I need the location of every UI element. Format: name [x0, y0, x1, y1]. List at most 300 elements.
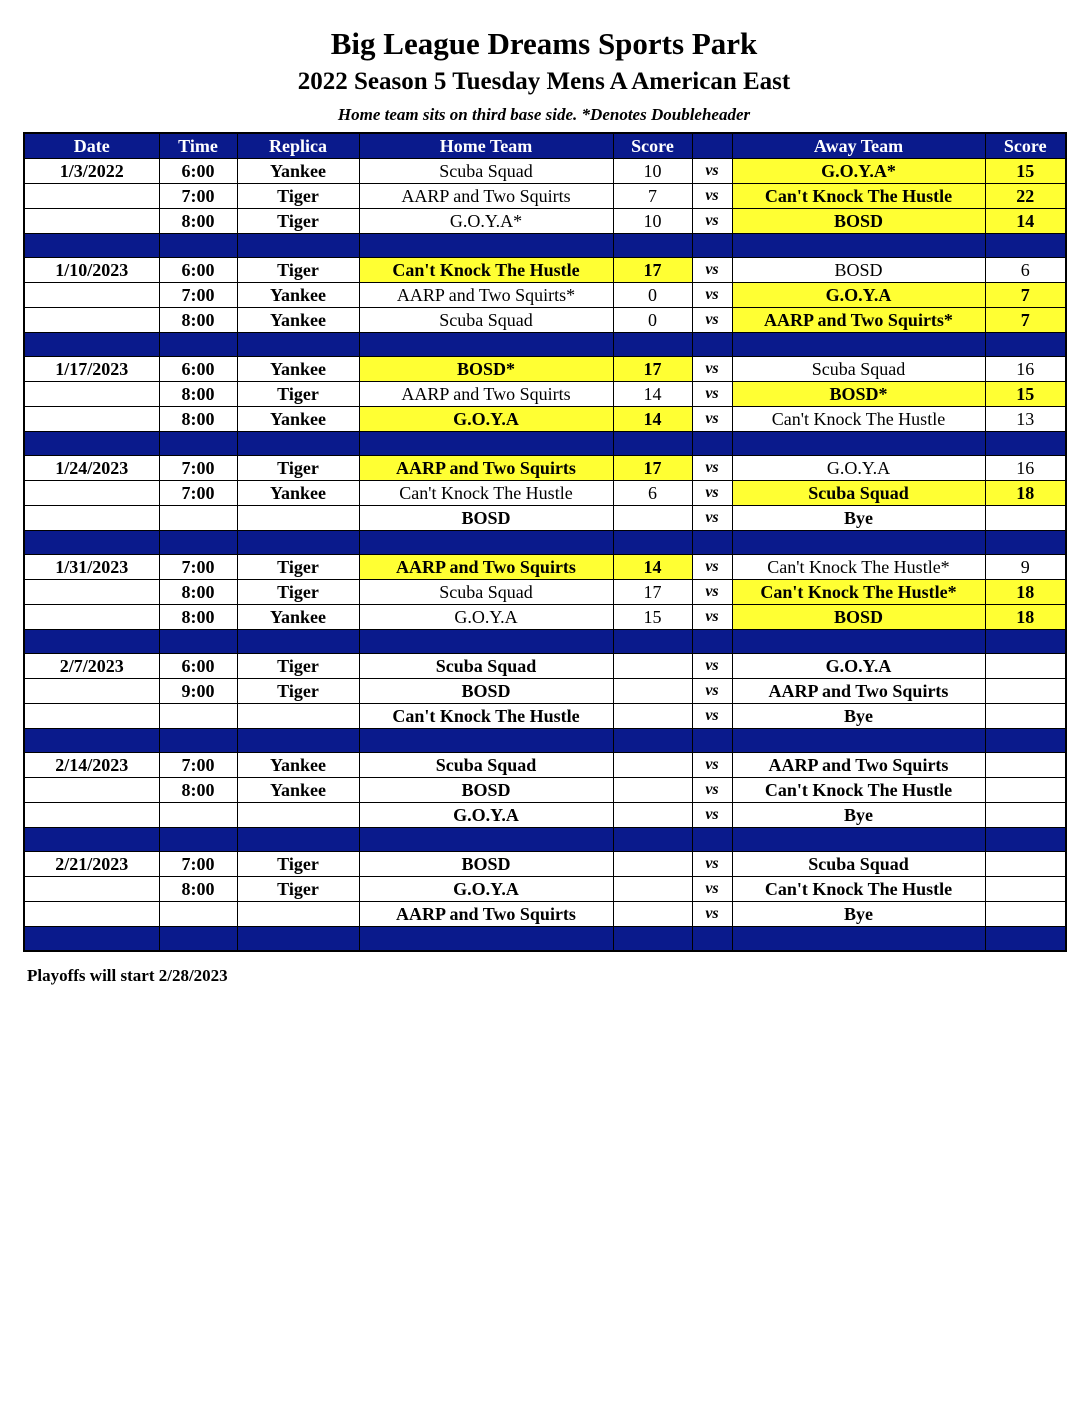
date-cell: 2/21/2023	[24, 852, 159, 877]
separator-cell	[692, 630, 732, 654]
replica-cell: Yankee	[237, 159, 359, 184]
date-cell: 2/7/2023	[24, 654, 159, 679]
home-score-cell: 17	[613, 357, 692, 382]
separator-cell	[613, 531, 692, 555]
home-score-cell: 14	[613, 407, 692, 432]
replica-cell: Yankee	[237, 407, 359, 432]
vs-cell: vs	[692, 852, 732, 877]
vs-cell: vs	[692, 778, 732, 803]
home-score-cell: 7	[613, 184, 692, 209]
game-row	[24, 407, 1066, 432]
time-cell: 8:00	[159, 877, 237, 902]
home-score-cell	[613, 654, 692, 679]
home-team-cell: G.O.Y.A*	[359, 209, 613, 234]
game-row	[24, 481, 1066, 506]
separator-cell	[24, 828, 159, 852]
week-separator	[24, 729, 1066, 753]
separator-cell	[159, 531, 237, 555]
separator-cell	[732, 927, 985, 952]
away-score-cell	[985, 877, 1066, 902]
game-row	[24, 555, 1066, 580]
away-team-cell: Bye	[732, 506, 985, 531]
separator-cell	[613, 828, 692, 852]
home-score-cell	[613, 679, 692, 704]
away-score-cell	[985, 778, 1066, 803]
home-score-cell: 10	[613, 159, 692, 184]
away-score-cell: 15	[985, 159, 1066, 184]
time-cell	[159, 902, 237, 927]
separator-cell	[237, 531, 359, 555]
vs-cell: vs	[692, 481, 732, 506]
game-row	[24, 902, 1066, 927]
date-cell	[24, 704, 159, 729]
page-title: Big League Dreams Sports Park	[330, 26, 758, 61]
game-row	[24, 506, 1066, 531]
date-cell	[24, 778, 159, 803]
away-team-cell: Scuba Squad	[732, 357, 985, 382]
separator-cell	[359, 234, 613, 258]
separator-cell	[24, 333, 159, 357]
away-team-cell: Scuba Squad	[732, 852, 985, 877]
away-score-cell: 16	[985, 456, 1066, 481]
replica-cell: Yankee	[237, 308, 359, 333]
vs-cell: vs	[692, 704, 732, 729]
separator-cell	[359, 432, 613, 456]
date-cell	[24, 407, 159, 432]
schedule-table	[23, 132, 1067, 952]
away-team-cell: G.O.Y.A*	[732, 159, 985, 184]
col-header-away-score: Score	[985, 133, 1066, 159]
home-score-cell: 17	[613, 456, 692, 481]
away-team-cell: G.O.Y.A	[732, 654, 985, 679]
home-team-cell: AARP and Two Squirts	[359, 456, 613, 481]
vs-cell: vs	[692, 456, 732, 481]
home-score-cell: 14	[613, 555, 692, 580]
time-cell	[159, 803, 237, 828]
separator-cell	[159, 333, 237, 357]
game-row	[24, 679, 1066, 704]
game-row	[24, 456, 1066, 481]
game-row	[24, 357, 1066, 382]
away-score-cell	[985, 753, 1066, 778]
replica-cell	[237, 704, 359, 729]
away-team-cell: BOSD	[732, 209, 985, 234]
away-score-cell: 9	[985, 555, 1066, 580]
home-team-cell: AARP and Two Squirts	[359, 555, 613, 580]
separator-cell	[237, 432, 359, 456]
vs-cell: vs	[692, 605, 732, 630]
replica-cell: Yankee	[237, 605, 359, 630]
home-score-cell	[613, 877, 692, 902]
separator-cell	[732, 630, 985, 654]
col-header-time: Time	[159, 133, 237, 159]
separator-cell	[692, 729, 732, 753]
vs-cell: vs	[692, 258, 732, 283]
home-score-cell: 17	[613, 258, 692, 283]
game-row	[24, 580, 1066, 605]
away-team-cell: Bye	[732, 704, 985, 729]
time-cell	[159, 704, 237, 729]
home-score-cell	[613, 778, 692, 803]
separator-cell	[237, 333, 359, 357]
separator-cell	[613, 927, 692, 952]
date-cell	[24, 184, 159, 209]
time-cell: 8:00	[159, 605, 237, 630]
replica-cell	[237, 803, 359, 828]
away-team-cell: Can't Knock The Hustle*	[732, 580, 985, 605]
time-cell: 8:00	[159, 382, 237, 407]
time-cell: 6:00	[159, 357, 237, 382]
vs-cell: vs	[692, 357, 732, 382]
game-row	[24, 778, 1066, 803]
home-team-cell: Can't Knock The Hustle	[359, 258, 613, 283]
separator-cell	[732, 333, 985, 357]
away-team-cell: BOSD	[732, 258, 985, 283]
home-team-cell: Can't Knock The Hustle	[359, 704, 613, 729]
separator-cell	[613, 432, 692, 456]
week-separator	[24, 927, 1066, 952]
game-row	[24, 184, 1066, 209]
time-cell: 8:00	[159, 308, 237, 333]
game-row	[24, 308, 1066, 333]
home-team-cell: BOSD*	[359, 357, 613, 382]
game-row	[24, 654, 1066, 679]
away-score-cell	[985, 902, 1066, 927]
replica-cell: Yankee	[237, 753, 359, 778]
date-cell: 1/17/2023	[24, 357, 159, 382]
away-score-cell: 18	[985, 580, 1066, 605]
col-header-date: Date	[24, 133, 159, 159]
home-score-cell: 17	[613, 580, 692, 605]
time-cell: 7:00	[159, 481, 237, 506]
time-cell: 7:00	[159, 283, 237, 308]
time-cell: 7:00	[159, 753, 237, 778]
home-team-cell: AARP and Two Squirts	[359, 902, 613, 927]
date-cell	[24, 283, 159, 308]
separator-cell	[24, 927, 159, 952]
date-cell: 1/24/2023	[24, 456, 159, 481]
away-score-cell	[985, 654, 1066, 679]
away-team-cell: AARP and Two Squirts	[732, 679, 985, 704]
replica-cell: Tiger	[237, 852, 359, 877]
separator-cell	[692, 927, 732, 952]
time-cell: 7:00	[159, 852, 237, 877]
replica-cell: Yankee	[237, 283, 359, 308]
game-row	[24, 283, 1066, 308]
week-separator	[24, 531, 1066, 555]
week-separator	[24, 333, 1066, 357]
home-score-cell	[613, 902, 692, 927]
col-header-home-score: Score	[613, 133, 692, 159]
away-score-cell	[985, 704, 1066, 729]
separator-cell	[359, 729, 613, 753]
time-cell: 8:00	[159, 209, 237, 234]
separator-cell	[985, 828, 1066, 852]
separator-cell	[24, 630, 159, 654]
schedule-note: Home team sits on third base side. *Denotes Doubleheader	[337, 105, 751, 124]
home-score-cell	[613, 803, 692, 828]
vs-cell: vs	[692, 877, 732, 902]
home-team-cell: AARP and Two Squirts	[359, 184, 613, 209]
away-score-cell	[985, 803, 1066, 828]
away-score-cell: 15	[985, 382, 1066, 407]
replica-cell: Tiger	[237, 209, 359, 234]
away-score-cell: 13	[985, 407, 1066, 432]
separator-cell	[985, 432, 1066, 456]
home-team-cell: AARP and Two Squirts	[359, 382, 613, 407]
date-cell	[24, 605, 159, 630]
away-score-cell	[985, 852, 1066, 877]
away-score-cell	[985, 679, 1066, 704]
vs-cell: vs	[692, 555, 732, 580]
home-team-cell: G.O.Y.A	[359, 803, 613, 828]
away-team-cell: Bye	[732, 902, 985, 927]
away-team-cell: Bye	[732, 803, 985, 828]
away-score-cell: 14	[985, 209, 1066, 234]
replica-cell: Tiger	[237, 654, 359, 679]
home-team-cell: G.O.Y.A	[359, 877, 613, 902]
separator-cell	[985, 531, 1066, 555]
away-team-cell: AARP and Two Squirts	[732, 753, 985, 778]
vs-cell: vs	[692, 506, 732, 531]
vs-cell: vs	[692, 654, 732, 679]
time-cell: 8:00	[159, 580, 237, 605]
date-cell	[24, 877, 159, 902]
page-subtitle: 2022 Season 5 Tuesday Mens A American East	[297, 68, 791, 95]
game-row	[24, 159, 1066, 184]
away-score-cell: 22	[985, 184, 1066, 209]
vs-cell: vs	[692, 803, 732, 828]
separator-cell	[613, 729, 692, 753]
vs-cell: vs	[692, 209, 732, 234]
away-team-cell: BOSD*	[732, 382, 985, 407]
separator-cell	[613, 630, 692, 654]
home-team-cell: Scuba Squad	[359, 159, 613, 184]
game-row	[24, 704, 1066, 729]
separator-cell	[159, 432, 237, 456]
separator-cell	[24, 234, 159, 258]
separator-cell	[359, 531, 613, 555]
separator-cell	[237, 828, 359, 852]
week-separator	[24, 828, 1066, 852]
separator-cell	[732, 432, 985, 456]
separator-cell	[692, 432, 732, 456]
game-row	[24, 382, 1066, 407]
vs-cell: vs	[692, 308, 732, 333]
time-cell: 7:00	[159, 184, 237, 209]
date-cell: 2/14/2023	[24, 753, 159, 778]
separator-cell	[237, 630, 359, 654]
col-header-home-team: Home Team	[359, 133, 613, 159]
home-team-cell: BOSD	[359, 778, 613, 803]
week-separator	[24, 432, 1066, 456]
week-separator	[24, 630, 1066, 654]
vs-cell: vs	[692, 283, 732, 308]
away-score-cell: 7	[985, 308, 1066, 333]
away-team-cell: AARP and Two Squirts*	[732, 308, 985, 333]
separator-cell	[237, 234, 359, 258]
time-cell	[159, 506, 237, 531]
separator-cell	[732, 234, 985, 258]
vs-cell: vs	[692, 580, 732, 605]
away-team-cell: Can't Knock The Hustle	[732, 407, 985, 432]
home-score-cell: 0	[613, 308, 692, 333]
away-score-cell: 7	[985, 283, 1066, 308]
separator-cell	[24, 432, 159, 456]
separator-cell	[692, 828, 732, 852]
replica-cell	[237, 506, 359, 531]
home-team-cell: Scuba Squad	[359, 580, 613, 605]
time-cell: 8:00	[159, 407, 237, 432]
date-cell	[24, 481, 159, 506]
separator-cell	[159, 729, 237, 753]
date-cell: 1/31/2023	[24, 555, 159, 580]
game-row	[24, 852, 1066, 877]
separator-cell	[613, 234, 692, 258]
home-team-cell: G.O.Y.A	[359, 605, 613, 630]
home-score-cell: 14	[613, 382, 692, 407]
separator-cell	[24, 729, 159, 753]
game-row	[24, 877, 1066, 902]
schedule-body	[24, 159, 1066, 952]
separator-cell	[359, 828, 613, 852]
separator-cell	[692, 531, 732, 555]
home-score-cell	[613, 852, 692, 877]
separator-cell	[985, 234, 1066, 258]
vs-cell: vs	[692, 407, 732, 432]
home-team-cell: Can't Knock The Hustle	[359, 481, 613, 506]
date-cell	[24, 209, 159, 234]
separator-cell	[985, 927, 1066, 952]
home-score-cell: 15	[613, 605, 692, 630]
game-row	[24, 209, 1066, 234]
separator-cell	[159, 234, 237, 258]
game-row	[24, 803, 1066, 828]
date-cell: 1/3/2022	[24, 159, 159, 184]
time-cell: 8:00	[159, 778, 237, 803]
replica-cell: Tiger	[237, 580, 359, 605]
away-score-cell: 6	[985, 258, 1066, 283]
time-cell: 6:00	[159, 159, 237, 184]
date-cell	[24, 382, 159, 407]
home-team-cell: Scuba Squad	[359, 308, 613, 333]
replica-cell: Tiger	[237, 679, 359, 704]
replica-cell: Yankee	[237, 481, 359, 506]
vs-cell: vs	[692, 753, 732, 778]
away-team-cell: Can't Knock The Hustle	[732, 877, 985, 902]
col-header-vs	[692, 133, 732, 159]
separator-cell	[237, 927, 359, 952]
home-score-cell	[613, 506, 692, 531]
separator-cell	[159, 828, 237, 852]
time-cell: 6:00	[159, 258, 237, 283]
date-cell	[24, 902, 159, 927]
vs-cell: vs	[692, 382, 732, 407]
time-cell: 9:00	[159, 679, 237, 704]
home-team-cell: Scuba Squad	[359, 753, 613, 778]
home-score-cell	[613, 753, 692, 778]
separator-cell	[985, 630, 1066, 654]
vs-cell: vs	[692, 184, 732, 209]
col-header-replica: Replica	[237, 133, 359, 159]
date-cell: 1/10/2023	[24, 258, 159, 283]
separator-cell	[24, 531, 159, 555]
home-score-cell: 0	[613, 283, 692, 308]
header-row	[24, 133, 1066, 159]
replica-cell: Tiger	[237, 877, 359, 902]
separator-cell	[732, 828, 985, 852]
separator-cell	[359, 630, 613, 654]
home-team-cell: BOSD	[359, 506, 613, 531]
playoffs-note: Playoffs will start 2/28/2023	[27, 966, 228, 985]
game-row	[24, 258, 1066, 283]
separator-cell	[613, 333, 692, 357]
vs-cell: vs	[692, 159, 732, 184]
separator-cell	[692, 333, 732, 357]
away-score-cell: 18	[985, 481, 1066, 506]
away-team-cell: BOSD	[732, 605, 985, 630]
separator-cell	[985, 333, 1066, 357]
replica-cell: Tiger	[237, 555, 359, 580]
replica-cell: Tiger	[237, 456, 359, 481]
separator-cell	[692, 234, 732, 258]
game-row	[24, 753, 1066, 778]
away-team-cell: G.O.Y.A	[732, 283, 985, 308]
date-cell	[24, 679, 159, 704]
time-cell: 6:00	[159, 654, 237, 679]
vs-cell: vs	[692, 902, 732, 927]
away-score-cell: 18	[985, 605, 1066, 630]
replica-cell: Tiger	[237, 258, 359, 283]
separator-cell	[237, 729, 359, 753]
separator-cell	[359, 927, 613, 952]
date-cell	[24, 308, 159, 333]
away-score-cell: 16	[985, 357, 1066, 382]
away-team-cell: G.O.Y.A	[732, 456, 985, 481]
home-team-cell: Scuba Squad	[359, 654, 613, 679]
separator-cell	[985, 729, 1066, 753]
vs-cell: vs	[692, 679, 732, 704]
home-team-cell: G.O.Y.A	[359, 407, 613, 432]
away-team-cell: Scuba Squad	[732, 481, 985, 506]
separator-cell	[732, 729, 985, 753]
replica-cell: Yankee	[237, 357, 359, 382]
separator-cell	[359, 333, 613, 357]
separator-cell	[732, 531, 985, 555]
away-team-cell: Can't Knock The Hustle	[732, 184, 985, 209]
date-cell	[24, 803, 159, 828]
home-score-cell: 6	[613, 481, 692, 506]
date-cell	[24, 580, 159, 605]
away-team-cell: Can't Knock The Hustle*	[732, 555, 985, 580]
home-team-cell: BOSD	[359, 852, 613, 877]
time-cell: 7:00	[159, 456, 237, 481]
time-cell: 7:00	[159, 555, 237, 580]
replica-cell: Yankee	[237, 778, 359, 803]
separator-cell	[159, 630, 237, 654]
col-header-away-team: Away Team	[732, 133, 985, 159]
away-score-cell	[985, 506, 1066, 531]
replica-cell: Tiger	[237, 382, 359, 407]
week-separator	[24, 234, 1066, 258]
home-score-cell	[613, 704, 692, 729]
home-team-cell: BOSD	[359, 679, 613, 704]
home-score-cell: 10	[613, 209, 692, 234]
replica-cell	[237, 902, 359, 927]
date-cell	[24, 506, 159, 531]
replica-cell: Tiger	[237, 184, 359, 209]
game-row	[24, 605, 1066, 630]
